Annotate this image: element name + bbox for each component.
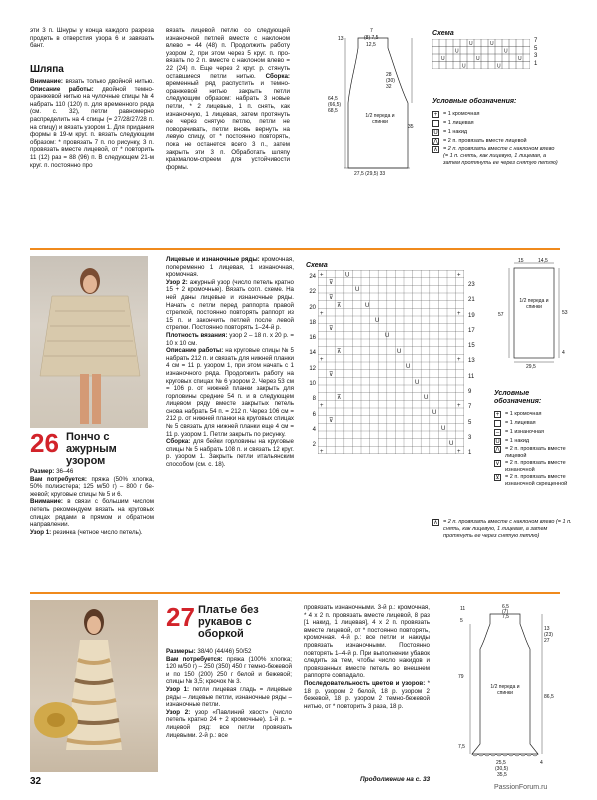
svg-text:U: U: [441, 56, 445, 62]
svg-text:U: U: [415, 380, 420, 386]
svg-text:U: U: [476, 56, 480, 62]
dim-28: 28: [386, 72, 392, 78]
dim-bottom: 27,5 (29,5) 33: [354, 171, 386, 177]
svg-text:U: U: [424, 395, 429, 401]
mid-legend-title: Условные обозначения:: [494, 390, 542, 405]
ssk-icon: ⊼: [433, 147, 438, 153]
dim-8: (8) 7,5: [364, 35, 379, 41]
dim-27: 27: [544, 638, 550, 644]
p2tog-icon: ⊽: [495, 461, 500, 467]
poncho-col2: Лицевые и изнаночные ряды: кромочная, попеременно 1 лицевая, 1 изнаночная, кромочная. Узор 2: ажурный узор (число петель кратно 15 + 2 кромочные). Вязать согл. схеме. На ней даны лицевые и изнаночные ряды. Начать с петли перед раппорта правой стрелкой, постоянно повторять раппорт из 15 п. и закончить петлей после левой стрелки. Постоянно повторять 1–24-й р. Плотность вязания: узор 2 – 18 п. x 20 р. = 10 x 10 см. Описание работы: на круговые спицы № 5 набрать 212 п. и связать для нижней планки 4 см = 11 р. узором 1, при этом начать с 1 изнаночного ряда. Продолжить работу на круговых спицах № 6 узором 2. Через 53 см = 106 р. от нижней планки закрыть для горловины средние 54 п. и в следующем лицевом ряду вместе закрытых петель снова набрать 54 п. = 212 п. Через 106 см = 212 р. от нижней планки на круговых спицах № 5 связать для нижней планки еще 4 см = 11 р. узором 1. Петли закрыть по рисунку. Сборка: для бейки горловины на кругoвые спицы № 5 набрать 108 п. и связать 12 круг. р. узором 1. Закрыть петли итальянским способом (см. с. 18).: [166, 256, 294, 469]
top-scheme-title: Схема: [432, 30, 454, 37]
poncho-number: 26: [30, 428, 59, 458]
dim-32: 32: [386, 84, 392, 90]
dress-number: 27: [166, 602, 195, 632]
svg-text:U: U: [462, 63, 466, 69]
mid-legend-bottom: ⊼ = 2 п. провязать вместе с наклоном влево (= 1 п. снять, как лицевую, 1 лицевая, а затем протянуть ее через снятую петлю): [433, 519, 572, 539]
dim-7: 7: [370, 28, 373, 34]
edge-icon: +: [495, 412, 500, 418]
svg-text:U: U: [449, 441, 454, 447]
mid-legend: + = 1 кромочная = 1 лицевая – = 1 изнаночная U = 1 накид ⋀ = 2 п. провязать вместе лицевой ⊽ = 2 п. провязать вместе изнаночной ⊻ = 2 п. провязать вместе изнаночной скрещенной: [495, 411, 568, 487]
svg-text:+: +: [320, 449, 324, 454]
svg-text:U: U: [504, 48, 508, 55]
svg-text:⊽: ⊽: [329, 326, 334, 332]
dress-diagram-label: 1/2 переда и спинки: [490, 684, 520, 696]
top-legend-title: Условные обозначения:: [432, 98, 517, 105]
dim-11: 11: [460, 606, 466, 612]
dim-5: 5: [460, 618, 463, 624]
dim-23: (23): [544, 632, 553, 638]
poncho-illustration: [30, 256, 148, 428]
svg-text:⊼: ⊼: [337, 395, 342, 401]
poncho-outline: [494, 258, 574, 378]
dim-86-5: 86,5: [544, 694, 554, 700]
dim-7-5b: 7,5: [458, 744, 465, 750]
svg-text:+: +: [457, 449, 461, 454]
top-scheme-rows: 7 5 3 1: [534, 38, 538, 67]
svg-text:U: U: [518, 56, 522, 62]
ssk-icon: ⊼: [433, 520, 438, 526]
dim-6-5: 6,5: [502, 604, 509, 610]
svg-text:U: U: [441, 426, 446, 432]
knit-icon: [494, 420, 501, 427]
dim-57: 57: [498, 312, 504, 318]
dim-7-5: 7,5: [502, 614, 509, 620]
dim-35: 35: [408, 124, 414, 130]
svg-text:⊽: ⊽: [329, 418, 334, 424]
top-scheme-grid: [432, 39, 530, 74]
knit-icon: [432, 120, 439, 127]
dim-79: 79: [458, 674, 464, 680]
svg-text:U: U: [397, 349, 402, 355]
dim-4: 4: [562, 350, 565, 356]
separator-2: [30, 592, 560, 594]
svg-text:+: +: [320, 403, 324, 409]
svg-text:⊼: ⊼: [337, 349, 342, 355]
mid-scheme-title: Схема: [306, 262, 328, 269]
yarn-over-icon: U: [433, 130, 438, 136]
svg-text:U: U: [432, 410, 437, 416]
dim-13: 13: [338, 36, 344, 42]
dim-29-5: 29,5: [526, 364, 536, 370]
svg-text:⊽: ⊽: [329, 372, 334, 378]
mid-scheme-grid: [318, 270, 464, 459]
dim-68-5: 68,5: [328, 108, 338, 114]
page-number: 32: [30, 776, 42, 787]
dim-30-5: (30,5): [495, 766, 509, 772]
top-col1-intro: эти 3 п. Шнуры у конца каждого разреза продеть в отверстия узора 6 и завязать бант.: [30, 27, 154, 50]
svg-text:U: U: [497, 63, 501, 69]
diagram-label: 1/2 переда и спинки: [365, 113, 395, 125]
dress-schematic: [450, 604, 560, 779]
dress-illustration: [30, 600, 158, 772]
k2tog-icon: ⋀: [495, 447, 500, 453]
dim-64-5: 64,5: [328, 96, 338, 102]
mid-diagram-label: 1/2 переда и спинки: [519, 298, 549, 310]
dim-13b: 13: [544, 626, 550, 632]
svg-text:⊽: ⊽: [329, 295, 334, 301]
continuation-note: Продолжение на с. 33: [360, 776, 431, 783]
poncho-col1: Размер: 36–46 Вам потребуется: пряжа (50% хлопка, 50% полиэстера; 125 м/50 г) – 800 г бежевой; круговые спицы № 5 и 6. Внимание: в связи с большим числом петель рекомендуем вязать на круговых спицах рядами в прямом и обратном направлении. Узор 1: резинка (четное число петель).: [30, 468, 154, 536]
hat-text: Внимание: вязать только двойной нитью. Описание работы: двойной темно-оранжевой нитью на чулочные спицы № 4 набрать 110 (120) п. для временного ряда (см. с. 32), петли равномерно распределить на 4 спицы (= 27/28/27/28 п. на спицу) и вязать узором 1. Для придания формы в 19-м круг. п. вязать следующим образом: * провязать 7 п. по рисунку, 3 п. провязать вместе лицевой, от * повторить 11 (12) раз = 88 (96) п. В следующем 21-м круг. п. постоянно про: [30, 78, 154, 169]
poncho-photo: [30, 256, 148, 428]
svg-text:+: +: [320, 357, 324, 363]
p2tog-tbl-icon: ⊻: [495, 475, 500, 481]
mid-scheme-svg: [318, 270, 464, 454]
svg-text:U: U: [345, 272, 350, 279]
dress-photo: [30, 600, 158, 772]
svg-text:U: U: [365, 303, 370, 309]
svg-text:U: U: [469, 41, 473, 47]
svg-text:+: +: [320, 311, 324, 317]
top-col2-text: вязать лицевой петлю со следующей изнаночной петлей вместе с наклоном влево = 44 (48) п. Продолжить работу узором 2, при этом через 5 круг. п. провязать по 2 п. вместе с наклоном влево = 22 (24) п. Еще через 2 круг. р. стянуть оставшиеся петли нитью. Сборка: временный ряд распустить и темно-оранжевой нитью закрыть петли следующим образом: набрать 3 новые петли, * 2 лицевые, 1 п. снять, как изнаночную, 1 лицевая, затем протянуть ее через снятую петлю, петли не поворачивать, петли вновь вернуть на левую спицу, от * постоянно повторять, пока не останется всего 3 п., затем закрыть эти 3 п. Обработать шляпу крахмалом-спреем для устойчивости формы.: [166, 27, 290, 171]
dim-14-5: 14,5: [538, 258, 548, 264]
svg-text:U: U: [375, 318, 380, 324]
dim-30: (30): [386, 78, 395, 84]
top-schematic: [300, 28, 420, 178]
mid-rows-left: 24 22 20 18 16 14 12 10 8 6 4 2: [309, 274, 316, 449]
purl-icon: –: [495, 430, 500, 436]
dim-66-5: (66,5): [328, 102, 342, 108]
dress-col2: провязать изнаночными. 3-й р.: кромочная, * 4 x 2 п. провязать вместе лицевой, 8 раз [1 накид, 1 лицевая], 4 x 2 п. провязать вместе лицевой, от * постоянно повторять, кромочная. 4-й р.: все петли и накиды провязать изнаночными. Постоянно повторять 1–4-й р. При выполнении убавок следить за тем, чтобы число накидов и провязанных вместе петель во внешнем раппорте совпадало. Последовательность цветов и узоров: * 18 р. узором 2 белой, 18 р. узором 2 бежевой, 18 р. узором 2 темно-бежевой нитью, от * повторить 3 раза, 18 р.: [304, 604, 430, 710]
yarn-over-icon: U: [495, 439, 500, 445]
mid-schematic: [494, 258, 574, 378]
dim-25-5: 25,5: [496, 760, 506, 766]
dim-35-5: 35,5: [497, 772, 507, 778]
dim-4b: 4: [540, 760, 543, 766]
k2tog-icon: ⋀: [433, 139, 438, 145]
svg-text:⊽: ⊽: [329, 280, 334, 286]
site-watermark: PassionForum.ru: [494, 784, 548, 791]
svg-text:U: U: [490, 41, 494, 47]
svg-text:+: +: [457, 403, 461, 409]
dim-7: (7): [502, 609, 509, 615]
svg-text:U: U: [355, 287, 360, 293]
svg-text:+: +: [457, 272, 461, 279]
svg-text:+: +: [457, 357, 461, 363]
svg-text:+: +: [320, 272, 324, 279]
svg-text:U: U: [406, 364, 411, 370]
dim-53: 53: [562, 310, 568, 316]
dress-col1: Размеры: 38/40 (44/46) 50/52 Вам потребуется: пряжа (100% хлопка; 120 м/50 г) – 250 (350) 450 г темно-бежевой и по 150 (200) 250 г белой и бежевой; спицы № 3,5; крючок № 3. Узор 1: петли лицевая гладь = лицевые ряды – лицевые петли, изнаночные ряды – изнаночные петли. Узор 2: узор «Павлиний хвост» (число петель кратно 24 + 2 кромочные). 1-й р. = лицевой ряд: все петли провязать лицевыми. 2-й р.: все: [166, 648, 292, 739]
svg-text:U: U: [385, 333, 390, 339]
hat-title: Шляпа: [30, 64, 64, 75]
dress-title: Платье без рукавов с оборкой: [198, 604, 259, 640]
dim-15: 15: [518, 258, 524, 264]
edge-icon: +: [433, 112, 438, 118]
poncho-title: Пончо с ажурным узором: [66, 431, 117, 467]
dress-top-outline: [300, 28, 420, 178]
svg-text:U: U: [455, 48, 459, 55]
dim-12-5: 12,5: [366, 42, 376, 48]
mid-rows-right: 23 21 19 17 15 13 11 9 7 5 3 1: [468, 282, 475, 457]
top-legend: + = 1 кромочная = 1 лицевая U = 1 накид ⋀ = 2 п. провязать вместе лицевой ⊼ = 2 п. провязать вместе с наклоном влево (= 1 п. снять, как лицевую, 1 лицевая, а затем протянуть ее через снятую петлю): [433, 111, 558, 166]
separator-1: [30, 248, 560, 250]
svg-text:+: +: [457, 311, 461, 317]
svg-text:⊼: ⊼: [337, 303, 342, 309]
top-scheme-svg: [432, 39, 530, 69]
